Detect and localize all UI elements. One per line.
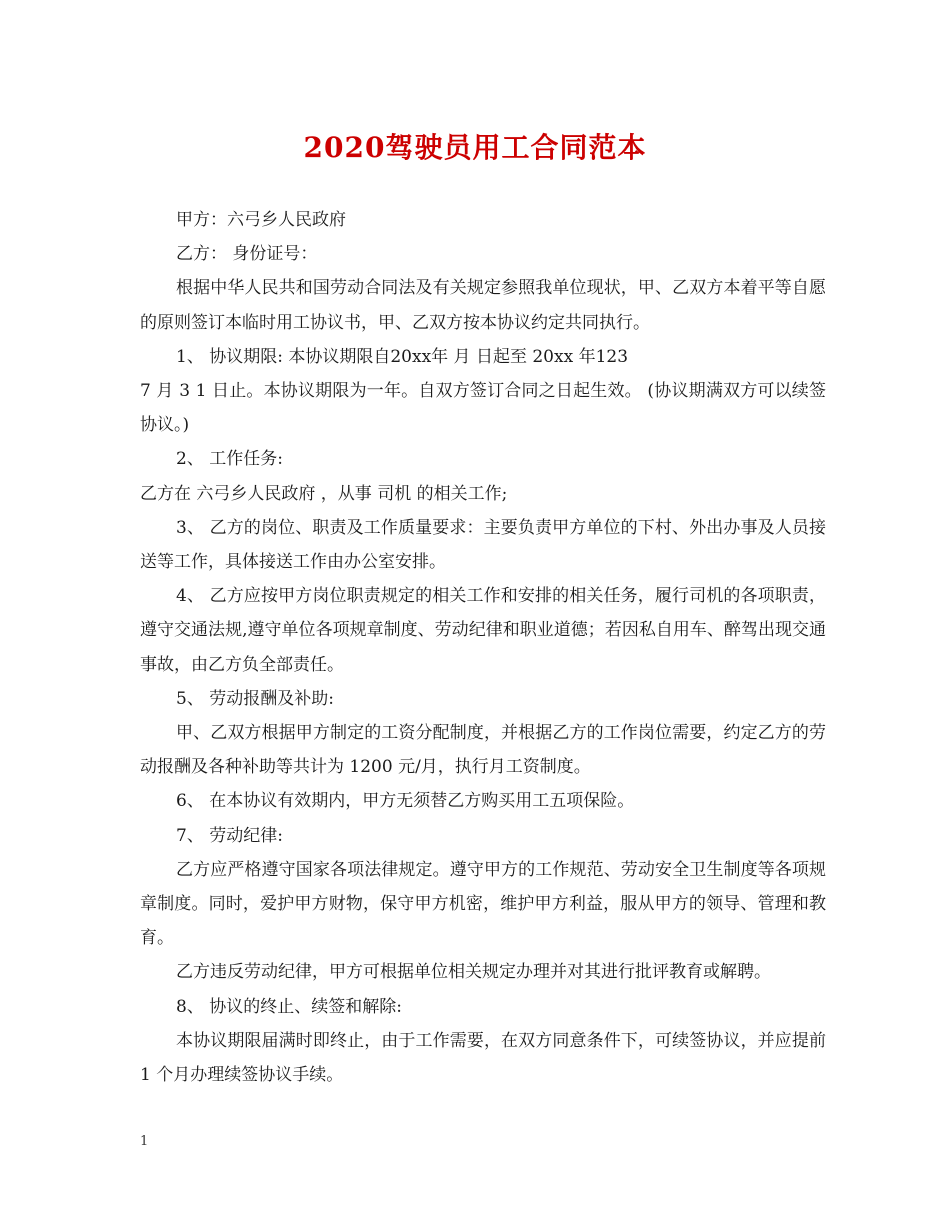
document-title: 2020驾驶员用工合同范本 [303,131,647,164]
clause-7-violation: 乙方违反劳动纪律，甲方可根据单位相关规定办理并对其进行批评教育或解聘。 [176,962,771,983]
clause-3-duties: 3、 乙方的岗位、职责及工作质量要求：主要负责甲方单位的下村、外出办事及人员接送等工作，具体接送工作由办公室安排。 [140,517,826,573]
clause-2-content: 乙方在 六弓乡人民政府 ，从事 司机 的相关工作; [140,483,508,504]
clause-5-heading: 5、 劳动报酬及补助: [176,688,334,709]
clause-1-term: 1、 协议期限: 本协议期限自20xx年 月 日起至 20xx 年123 [176,346,629,367]
clause-1-term-continued: 7 月 3 1 日止。本协议期限为一年。自双方签订合同之日起生效。 (协议期满双方可以续签协议。) [140,381,826,436]
clause-2-heading: 2、 工作任务: [176,449,283,470]
clause-4-obligations: 4、 乙方应按甲方岗位职责规定的相关工作和安排的相关任务，履行司机的各项职责，遵守交通法规,遵守单位各项规章制度、劳动纪律和职业道德；若因私自用车、醉驾出现交通事故，由乙方负全部责任。 [140,586,826,675]
party-a-line: 甲方：六弓乡人民政府 [176,210,346,230]
clause-7-heading: 7、 劳动纪律: [176,825,283,846]
clause-6-insurance: 6、 在本协议有效期内，甲方无须替乙方购买用工五项保险。 [176,791,635,812]
party-b-line: 乙方： 身份证号： [176,244,318,265]
clause-7-content: 乙方应严格遵守国家各项法律规定。遵守甲方的工作规范、劳动安全卫生制度等各项规章制度。同时，爱护甲方财物，保守甲方机密，维护甲方利益，服从甲方的领导、管理和教育。 [140,859,826,949]
document-body [140,203,826,1092]
clause-5-content: 甲、乙双方根据甲方制定的工资分配制度，并根据乙方的工作岗位需要，约定乙方的劳动报酬及各种补助等共计为 1200 元/月，执行月工资制度。 [140,723,826,778]
page-number: 1 [140,1134,149,1149]
preamble-paragraph: 根据中华人民共和国劳动合同法及有关规定参照我单位现状，甲、乙双方本着平等自愿的原则签订本临时用工协议书，甲、乙双方按本协议约定共同执行。 [140,278,826,333]
clause-8-heading: 8、 协议的终止、续签和解除: [176,996,402,1017]
clause-8-content: 本协议期限届满时即终止，由于工作需要，在双方同意条件下，可续签协议，并应提前 1 个月办理续签协议手续。 [140,1030,826,1086]
